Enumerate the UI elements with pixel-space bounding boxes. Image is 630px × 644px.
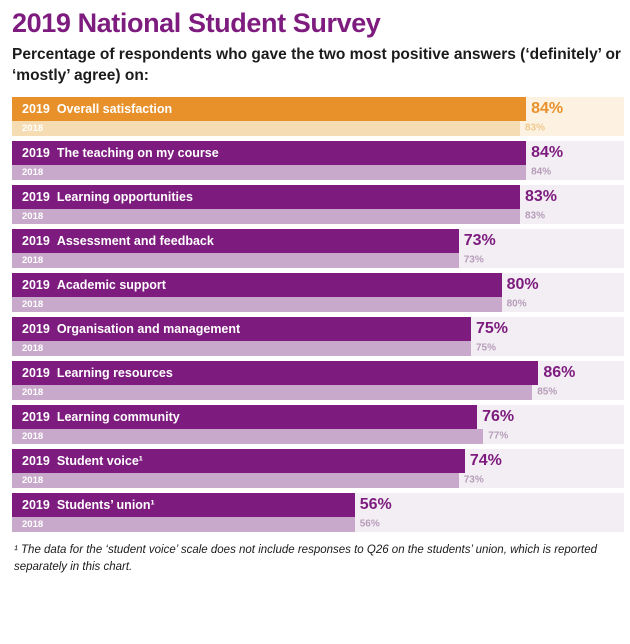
bar-row-2018	[12, 385, 624, 400]
bar-year-2019: 2019	[22, 233, 50, 248]
bar-label-2018	[22, 429, 50, 444]
page-subtitle: Percentage of respondents who gave the two most positive answers (‘definitely’ or ‘mostly’ agree) on:	[12, 46, 621, 84]
bar-category-label: Assessment and feedback	[56, 233, 214, 248]
bar-year-2019: 2019	[22, 189, 50, 204]
chart-row	[12, 493, 624, 532]
bar-category-label: Academic support	[56, 277, 166, 292]
bar-category-label: Overall satisfaction	[56, 101, 173, 116]
bar-row-2018	[12, 165, 624, 180]
bar-label-2019	[22, 273, 166, 297]
bar-fill-2018	[12, 121, 520, 136]
bar-value-2018: 84%	[531, 166, 552, 178]
bar-value-2018: 73%	[463, 254, 484, 266]
bar-row-2019	[12, 493, 624, 517]
bar-value-2018: 80%	[506, 298, 527, 310]
bar-category-label: The teaching on my course	[56, 145, 219, 160]
bar-row-2018	[12, 121, 624, 136]
bar-row-2019	[12, 229, 624, 253]
bar-label-2018	[22, 297, 50, 312]
bar-label-2019	[22, 317, 240, 341]
bar-year-2018: 2018	[22, 210, 44, 222]
page-title: 2019 National Student Survey	[12, 8, 381, 38]
bar-fill-2018	[12, 341, 471, 356]
bar-value-2018: 85%	[537, 386, 558, 398]
bar-fill-2018	[12, 297, 502, 312]
bar-label-2018	[22, 341, 50, 356]
bar-category-label: Student voice¹	[56, 453, 143, 468]
bar-row-2018	[12, 473, 624, 488]
bar-label-2019	[22, 141, 219, 165]
bar-row-2018	[12, 209, 624, 224]
chart-row	[12, 405, 624, 444]
bar-value-2018: 75%	[476, 342, 497, 354]
chart-row	[12, 229, 624, 268]
bar-row-2018	[12, 297, 624, 312]
bar-fill-2018	[12, 473, 459, 488]
bar-year-2019: 2019	[22, 101, 50, 116]
bar-year-2018: 2018	[22, 342, 44, 354]
bar-label-2018	[22, 473, 50, 488]
bar-value-2019: 80%	[506, 275, 539, 293]
bar-year-2018: 2018	[22, 386, 44, 398]
survey-bar-chart	[12, 97, 624, 532]
chart-footnote: ¹ The data for the ‘student voice’ scale does not include responses to Q26 on the students’ union, which is reported separately in this chart.	[14, 543, 598, 574]
bar-value-2018: 56%	[359, 518, 380, 530]
bar-label-2019	[22, 361, 173, 385]
bar-fill-2018	[12, 209, 520, 224]
bar-year-2019: 2019	[22, 145, 50, 160]
bar-row-2019	[12, 185, 624, 209]
bar-value-2018: 83%	[524, 210, 545, 222]
bar-year-2019: 2019	[22, 497, 50, 512]
bar-label-2018	[22, 385, 50, 400]
bar-label-2018	[22, 165, 50, 180]
bar-year-2019: 2019	[22, 277, 50, 292]
bar-value-2018: 73%	[463, 474, 484, 486]
bar-year-2018: 2018	[22, 166, 44, 178]
bar-year-2018: 2018	[22, 122, 44, 134]
bar-year-2018: 2018	[22, 518, 44, 530]
chart-row	[12, 97, 624, 136]
bar-value-2018: 83%	[524, 122, 545, 134]
bar-row-2019	[12, 317, 624, 341]
bar-value-2019: 56%	[359, 495, 392, 513]
bar-label-2019	[22, 493, 155, 517]
bar-row-2018	[12, 429, 624, 444]
bar-row-2018	[12, 341, 624, 356]
bar-row-2019	[12, 141, 624, 165]
bar-fill-2018	[12, 517, 355, 532]
bar-category-label: Organisation and management	[56, 321, 241, 336]
bar-year-2019: 2019	[22, 321, 50, 336]
chart-row	[12, 317, 624, 356]
chart-row	[12, 361, 624, 400]
bar-year-2018: 2018	[22, 430, 44, 442]
bar-value-2019: 83%	[524, 187, 557, 205]
bar-label-2018	[22, 121, 50, 136]
bar-category-label: Learning resources	[56, 365, 173, 380]
bar-row-2019	[12, 449, 624, 473]
bar-year-2018: 2018	[22, 474, 44, 486]
bar-value-2019: 84%	[531, 143, 564, 161]
bar-category-label: Learning community	[56, 409, 180, 424]
bar-label-2019	[22, 449, 143, 473]
bar-label-2018	[22, 209, 50, 224]
chart-row	[12, 185, 624, 224]
bar-category-label: Students’ union¹	[56, 497, 155, 512]
bar-value-2018: 77%	[488, 430, 509, 442]
bar-fill-2018	[12, 165, 526, 180]
bar-year-2019: 2019	[22, 409, 50, 424]
bar-value-2019: 74%	[469, 451, 502, 469]
bar-value-2019: 73%	[463, 231, 496, 249]
bar-value-2019: 84%	[531, 99, 564, 117]
bar-row-2019	[12, 273, 624, 297]
bar-value-2019: 75%	[476, 319, 509, 337]
bar-label-2019	[22, 405, 180, 429]
bar-label-2019	[22, 97, 172, 121]
bar-row-2019	[12, 361, 624, 385]
bar-year-2019: 2019	[22, 453, 50, 468]
bar-row-2018	[12, 253, 624, 268]
bar-fill-2018	[12, 385, 532, 400]
bar-label-2019	[22, 185, 193, 209]
bar-year-2019: 2019	[22, 365, 50, 380]
bar-value-2019: 76%	[482, 407, 515, 425]
bar-row-2019	[12, 97, 624, 121]
chart-row	[12, 449, 624, 488]
bar-fill-2018	[12, 429, 483, 444]
bar-value-2019: 86%	[543, 363, 576, 381]
chart-row	[12, 273, 624, 312]
bar-label-2018	[22, 253, 50, 268]
bar-row-2019	[12, 405, 624, 429]
bar-label-2018	[22, 517, 50, 532]
bar-year-2018: 2018	[22, 254, 44, 266]
bar-label-2019	[22, 229, 214, 253]
bar-year-2018: 2018	[22, 298, 44, 310]
chart-row	[12, 141, 624, 180]
bar-fill-2018	[12, 253, 459, 268]
bar-category-label: Learning opportunities	[56, 189, 193, 204]
bar-row-2018	[12, 517, 624, 532]
